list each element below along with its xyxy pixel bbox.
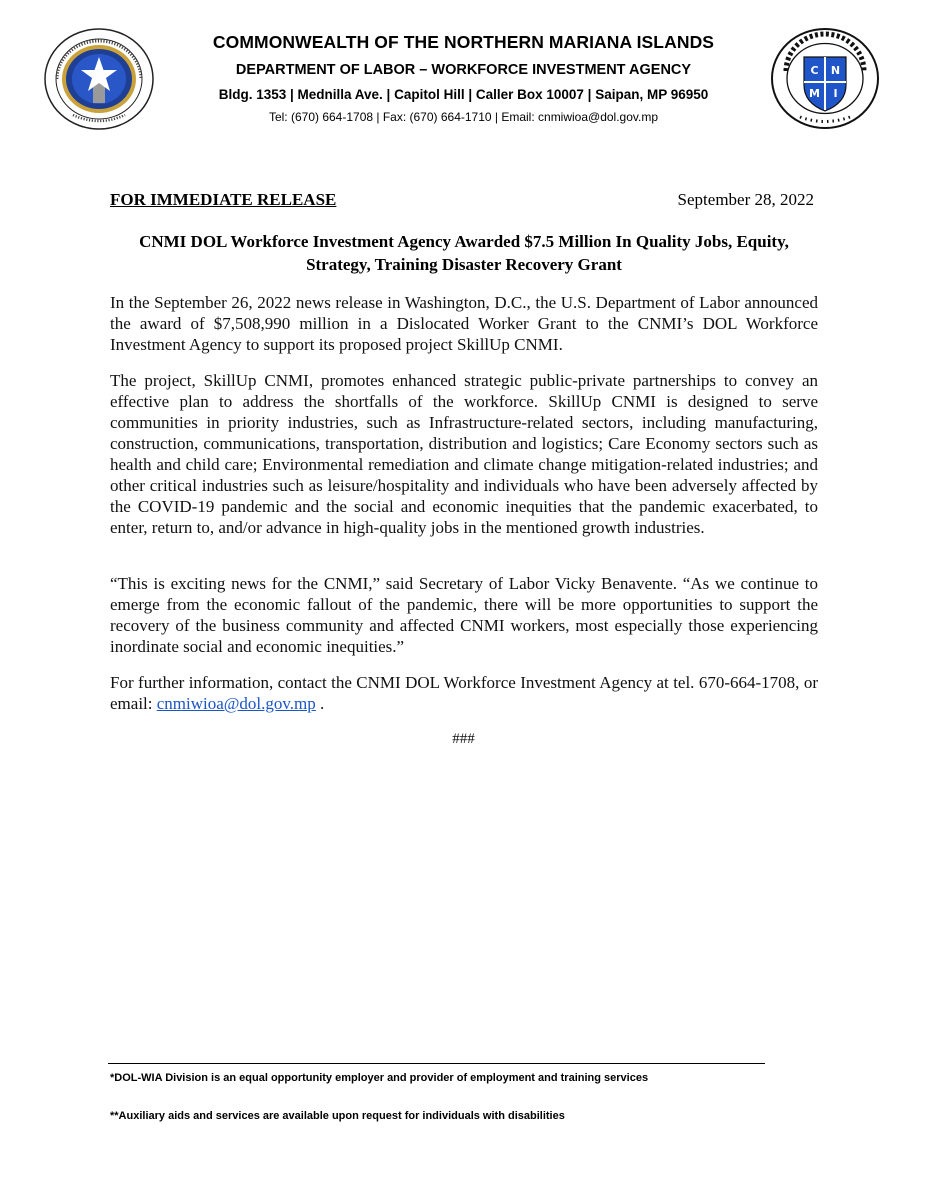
letterhead-address: Bldg. 1353 | Mednilla Ave. | Capitol Hill | Caller Box 10007 | Saipan, MP 96950 <box>218 87 709 102</box>
paragraph-contact <box>110 672 818 714</box>
footer-divider <box>108 1063 765 1064</box>
shield-letter-c: C <box>810 64 819 77</box>
shield-letter-n: N <box>830 64 841 77</box>
letterhead-org: COMMONWEALTH OF THE NORTHERN MARIANA ISLANDS <box>212 32 715 52</box>
cnmi-official-seal-icon <box>43 27 155 131</box>
shield-letter-m: M <box>809 87 820 100</box>
paragraph-quote: “This is exciting news for the CNMI,” said Secretary of Labor Vicky Benavente. “As we continue to emerge from the economic fallout of the pandemic, there will be more opportunities to support the recovery of the business community and affected CNMI workers, most especially those experiencing inordinate social and economic inequities.” <box>110 574 818 656</box>
contact-text: For further information, contact the CNMI DOL Workforce Investment Agency at tel. 670-664-1708, or email: <box>110 673 818 713</box>
email-link[interactable]: cnmiwioa@dol.gov.mp <box>156 694 316 713</box>
release-label: FOR IMMEDIATE RELEASE <box>110 190 337 209</box>
footer-equal-opportunity-note: *DOL-WIA Division is an equal opportunity employer and provider of employment and training services <box>110 1072 649 1084</box>
shield-letter-i: I <box>833 87 838 100</box>
letterhead-department: DEPARTMENT OF LABOR – WORKFORCE INVESTMENT AGENCY <box>235 62 692 78</box>
letterhead-contact: Tel: (670) 664-1708 | Fax: (670) 664-1710 | Email: cnmiwioa@dol.gov.mp <box>268 110 659 124</box>
end-mark: ### <box>452 731 475 747</box>
footer-accessibility-note: **Auxiliary aids and services are available upon request for individuals with disabilities <box>110 1110 565 1122</box>
press-headline: CNMI DOL Workforce Investment Agency Awarded $7.5 Million In Quality Jobs, Equity, Strategy, Training Disaster Recovery Grant <box>139 232 789 274</box>
release-date: September 28, 2022 <box>677 190 814 209</box>
paragraph-project: The project, SkillUp CNMI, promotes enhanced strategic public-private partnerships to convey an effective plan to address the shortfalls of the workforce. SkillUp CNMI is designed to serve communities in priority industries, such as Infrastructure-related sectors, including manufacturing, construction, communications, transportation, distribution and logistics; Care Economy sectors such as health and child care; Environmental remediation and climate change mitigation-related industries; and other critical industries such as leisure/hospitality and individuals who have been adversely affected by the COVID-19 pandemic and the social and economic inequities that the pandemic exacerbated, to enter, return to, and/or advance in high-quality jobs in the mentioned growth industries. <box>110 371 818 537</box>
department-of-labor-seal-icon <box>770 27 880 130</box>
paragraph-award: In the September 26, 2022 news release in Washington, D.C., the U.S. Department of Labor announced the award of $7,508,990 million in a Dislocated Worker Grant to the CNMI’s DOL Workforce Investment Agency to support its proposed project SkillUp CNMI. <box>110 293 818 354</box>
contact-tail: . <box>315 694 325 713</box>
